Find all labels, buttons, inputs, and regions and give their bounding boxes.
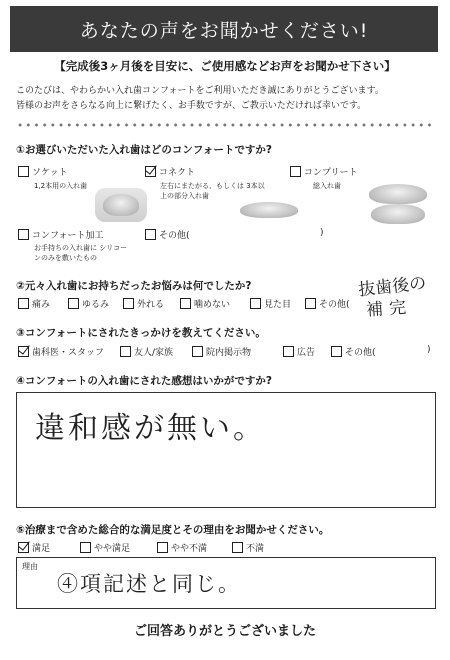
q3-option-advertisement[interactable]	[283, 345, 315, 358]
q5-option-somewhat-satisfied[interactable]	[80, 541, 130, 554]
q5-reason-label: 理由	[22, 562, 38, 571]
checkbox[interactable]	[18, 166, 29, 177]
checkbox[interactable]	[331, 346, 342, 357]
option-label: 外れる	[137, 300, 165, 310]
checkbox[interactable]	[250, 298, 261, 309]
option-label: ソケット	[32, 168, 68, 178]
socket-denture-image	[95, 188, 147, 222]
checkbox-checked[interactable]	[18, 346, 29, 357]
intro-text	[16, 84, 441, 114]
q1-option-socket[interactable]	[18, 165, 67, 178]
q5-option-satisfied[interactable]	[18, 541, 50, 554]
option-label: コネクト	[159, 168, 196, 178]
dotted-divider	[16, 122, 436, 128]
q3-option-dentist-staff[interactable]	[18, 345, 104, 358]
complete-denture-image	[365, 182, 431, 226]
checkbox-checked[interactable]	[18, 542, 29, 553]
q5-handwritten-reason: ④項記述と同じ。	[57, 572, 241, 596]
option-label: その他(	[319, 300, 350, 310]
question-3-title: ③コンフォートにされたきっかけを教えてください。	[16, 327, 266, 339]
checkbox[interactable]	[123, 298, 134, 309]
option-label: 痛み	[32, 300, 51, 310]
intro-line-1: このたびは、やわらかい入れ歯コンフォートをご利用いただき誠にありがとうございます。	[16, 86, 384, 96]
q2-option-cannot-chew[interactable]	[180, 297, 230, 310]
option-label: 不満	[246, 544, 265, 554]
q2-option-falls-out[interactable]	[123, 297, 164, 310]
checkbox[interactable]	[180, 298, 191, 309]
question-2-title: ②元々入れ歯にお持ちだったお悩みは何でしたか?	[16, 280, 252, 292]
checkbox[interactable]	[18, 298, 29, 309]
q2-handwritten-line-1: 抜歯後の	[357, 273, 428, 301]
q3-option-other[interactable]	[331, 345, 376, 358]
survey-subtitle: 【完成後3ヶ月後を目安に、ご使用感などお声をお聞かせ下さい】	[54, 59, 396, 73]
q5-reason-box[interactable]	[16, 557, 436, 609]
connect-denture-image	[240, 198, 298, 222]
q2-handwritten-line-2: 補完	[365, 297, 413, 321]
q1-option-comfort-processing-desc: お手持ちの入れ歯に シリコーンのみを敷いたもの	[34, 244, 128, 262]
option-label: その他(	[345, 348, 376, 358]
option-label: コンプリート	[304, 168, 358, 178]
option-label: 広告	[297, 348, 316, 358]
q2-option-other[interactable]	[305, 297, 350, 310]
option-label: コンフォート加工	[32, 231, 104, 241]
option-label: やや満足	[94, 544, 131, 554]
option-label: やや不満	[171, 544, 208, 554]
option-label: 友人/家族	[134, 348, 174, 358]
checkbox[interactable]	[305, 298, 316, 309]
checkbox[interactable]	[145, 229, 156, 240]
q2-option-appearance[interactable]	[250, 297, 291, 310]
option-label: 噛めない	[194, 300, 231, 310]
q4-answer-box[interactable]	[16, 392, 436, 508]
checkbox[interactable]	[192, 346, 203, 357]
q4-handwritten-answer: 違和感が無い。	[35, 411, 266, 446]
question-4-title: ④コンフォートの入れ歯にされた感想はいかがですか?	[16, 375, 272, 387]
option-label: 院内掲示物	[206, 348, 252, 358]
q2-option-loose[interactable]	[68, 297, 109, 310]
checkbox-checked[interactable]	[145, 166, 156, 177]
intro-line-2: 皆様のお声をさらなる向上に繋げたく、お手数ですが、ご教示いただければ幸いです。	[16, 101, 367, 111]
option-label: 見た目	[264, 300, 292, 310]
survey-header	[10, 6, 438, 52]
checkbox[interactable]	[232, 542, 243, 553]
checkbox[interactable]	[120, 346, 131, 357]
checkbox[interactable]	[68, 298, 79, 309]
checkbox[interactable]	[18, 229, 29, 240]
question-5-title: ⑤治療まで含めた総合的な満足度とその理由をお聞かせください。	[16, 524, 330, 536]
thank-you-footer: ご回答ありがとうございました	[133, 624, 316, 639]
q1-other-close-paren: )	[320, 228, 324, 238]
q2-option-pain[interactable]	[18, 297, 50, 310]
q3-option-clinic-poster[interactable]	[192, 345, 251, 358]
question-1-title: ①お選びいただいた入れ歯はどのコンフォートですか?	[16, 144, 272, 156]
q1-option-connect-desc: 左右にまたがる、もしくは 3本以上の部分入れ歯	[160, 182, 265, 200]
option-label: ゆるみ	[82, 300, 110, 310]
q5-option-dissatisfied[interactable]	[232, 541, 264, 554]
checkbox[interactable]	[290, 166, 301, 177]
option-label: 満足	[32, 544, 51, 554]
q1-option-complete-desc: 総入れ歯	[313, 182, 341, 190]
option-label: その他(	[159, 231, 190, 241]
q5-option-somewhat-dissatisfied[interactable]	[157, 541, 207, 554]
q1-option-comfort-processing[interactable]	[18, 228, 104, 241]
checkbox[interactable]	[283, 346, 294, 357]
option-label: 歯科医・スタッフ	[32, 348, 105, 358]
q1-option-complete[interactable]	[290, 165, 358, 178]
q1-option-other[interactable]	[145, 228, 190, 241]
q1-option-socket-desc: 1,2本用の入れ歯	[34, 182, 88, 190]
survey-title: あなたの声をお聞かせください!	[79, 19, 369, 42]
q3-option-friend-family[interactable]	[120, 345, 173, 358]
q1-option-connect[interactable]	[145, 165, 195, 178]
q3-other-close-paren: )	[427, 345, 431, 355]
checkbox[interactable]	[157, 542, 168, 553]
checkbox[interactable]	[80, 542, 91, 553]
